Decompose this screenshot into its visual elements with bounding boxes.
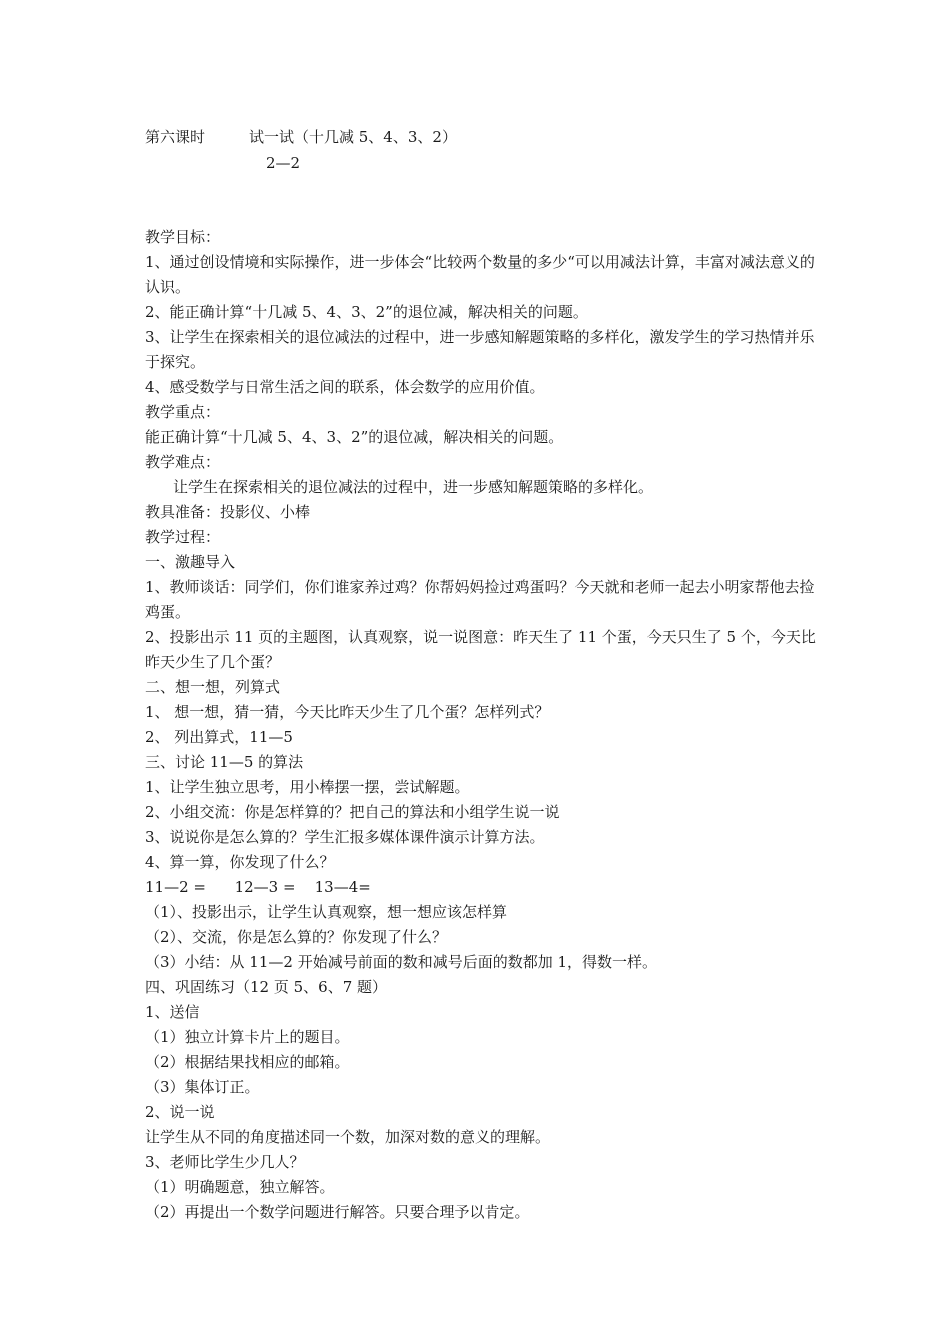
document-line: 3、老师比学生少几人？ (145, 1153, 305, 1171)
document-line: 2、投影出示 11 页的主题图，认真观察，说一说图意：昨天生了 11 个蛋，今天只生了 5 个，今天比昨天少生了几个蛋？ (145, 628, 816, 671)
document-line: 教学重点： (145, 403, 221, 421)
document-line: 3、让学生在探索相关的退位减法的过程中，进一步感知解题策略的多样化，激发学生的学习热情并乐于探究。 (145, 328, 815, 371)
document-line: 二、想一想，列算式 (145, 678, 281, 696)
document-line: 1、教师谈话：同学们，你们谁家养过鸡？你帮妈妈捡过鸡蛋吗？今天就和老师一起去小明家帮他去捡鸡蛋。 (145, 578, 815, 621)
document-line: 一、激趣导入 (145, 553, 236, 571)
document-line: 三、讨论 11—5 的算法 (145, 753, 304, 771)
document-line: （2）再提出一个数学问题进行解答。只要合理予以肯定。 (145, 1203, 530, 1221)
document-page (145, 124, 817, 1225)
subtitle-row (145, 150, 817, 176)
document-line: 教学难点： (145, 453, 221, 471)
lesson-subtitle: 2—2 (266, 154, 301, 172)
document-line: 2、说一说 (145, 1103, 215, 1121)
document-line: 11—2 = 12—3 = 13—4= (145, 878, 371, 896)
document-line: （2）根据结果找相应的邮箱。 (145, 1053, 350, 1071)
document-line: 让学生从不同的角度描述同一个数，加深对数的意义的理解。 (145, 1128, 551, 1146)
document-line: （3）集体订正。 (145, 1078, 260, 1096)
document-line: （1）明确题意，独立解答。 (145, 1178, 335, 1196)
document-line: 教学过程： (145, 528, 221, 546)
document-line: （2）、交流，你是怎么算的？你发现了什么？ (145, 928, 448, 946)
document-line: 教学目标： (145, 228, 221, 246)
spacer (145, 176, 817, 225)
document-line: 1、通过创设情境和实际操作，进一步体会“比较两个数量的多少“可以用减法计算，丰富对减法意义的认识。 (145, 253, 815, 296)
document-line: 4、算一算，你发现了什么？ (145, 853, 335, 871)
lesson-number: 第六课时 (145, 128, 206, 146)
document-line: 1、让学生独立思考，用小棒摆一摆，尝试解题。 (145, 778, 470, 796)
document-line: （3）小结：从 11—2 开始减号前面的数和减号后面的数都加 1，得数一样。 (145, 953, 658, 971)
document-line: 1、 想一想，猜一猜，今天比昨天少生了几个蛋？怎样列式？ (145, 703, 550, 721)
document-line: 4、感受数学与日常生活之间的联系，体会数学的应用价值。 (145, 378, 545, 396)
document-line: 2、 列出算式，11—5 (145, 728, 293, 746)
lesson-title: 试一试（十几减 5、4、3、2） (249, 128, 457, 146)
document-line: 2、能正确计算“十几减 5、4、3、2”的退位减，解决相关的问题。 (145, 303, 588, 321)
document-line: 3、说说你是怎么算的？学生汇报多媒体课件演示计算方法。 (145, 828, 545, 846)
document-line: 能正确计算“十几减 5、4、3、2”的退位减，解决相关的问题。 (145, 428, 564, 446)
document-line: （1）独立计算卡片上的题目。 (145, 1028, 350, 1046)
document-line: 教具准备：投影仪、小棒 (145, 503, 311, 521)
title-row (145, 124, 817, 150)
document-line: （1）、投影出示，让学生认真观察，想一想应该怎样算 (145, 903, 508, 921)
document-body (145, 225, 817, 1225)
document-line: 让学生在探索相关的退位减法的过程中，进一步感知解题策略的多样化。 (173, 478, 654, 496)
document-line: 1、送信 (145, 1003, 200, 1021)
document-line: 2、小组交流：你是怎样算的？把自己的算法和小组学生说一说 (145, 803, 560, 821)
document-line: 四、巩固练习（12 页 5、6、7 题） (145, 978, 388, 996)
